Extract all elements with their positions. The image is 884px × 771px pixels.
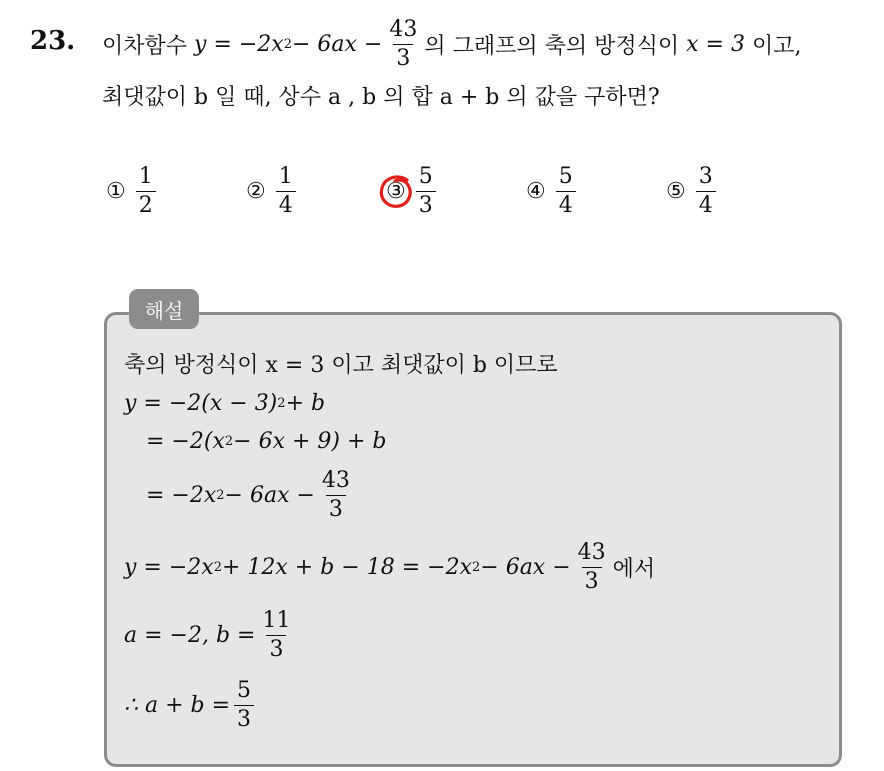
fraction-numerator: 11 bbox=[262, 608, 291, 634]
choice-3[interactable] bbox=[386, 156, 526, 226]
equation-part: − 6ax − bbox=[291, 31, 383, 57]
fraction bbox=[556, 165, 576, 216]
equation-part: = −2x bbox=[146, 482, 217, 508]
fraction-numerator: 43 bbox=[577, 540, 606, 566]
solution-line-4 bbox=[146, 462, 357, 528]
solution-tab-label: 해설 bbox=[129, 289, 199, 329]
fraction bbox=[319, 469, 353, 520]
fraction-numerator: 43 bbox=[321, 468, 350, 494]
equation-part: − 6x + 9) + b bbox=[233, 428, 387, 454]
choice-4[interactable] bbox=[526, 156, 666, 226]
equation-part: ∴ a + b = bbox=[124, 692, 231, 718]
question-line-2: 최댓값이 b 일 때, 상수 a , b 의 합 a + b 의 값을 구하면? bbox=[102, 85, 660, 110]
fraction bbox=[386, 18, 420, 69]
fraction-numerator: 5 bbox=[558, 164, 573, 190]
fraction-denominator: 3 bbox=[266, 635, 286, 661]
fraction bbox=[259, 609, 293, 660]
equation-part: = −2(x bbox=[146, 428, 225, 454]
fraction bbox=[276, 165, 296, 216]
choice-number-label: ③ bbox=[386, 178, 406, 204]
fraction-numerator: 3 bbox=[698, 164, 713, 190]
choice-5[interactable] bbox=[666, 156, 806, 226]
equation-part: a = −2, b = bbox=[124, 622, 256, 648]
solution-line-7 bbox=[124, 672, 258, 738]
exponent: 2 bbox=[471, 559, 481, 575]
choice-number: ④ bbox=[526, 178, 546, 204]
solution-line-2 bbox=[124, 386, 325, 420]
fraction-denominator: 4 bbox=[556, 191, 576, 217]
fraction-denominator: 4 bbox=[276, 191, 296, 217]
solution-line-5 bbox=[124, 534, 655, 600]
equation-part: + b bbox=[285, 390, 326, 416]
fraction-denominator: 4 bbox=[696, 191, 716, 217]
fraction-numerator: 1 bbox=[278, 164, 293, 190]
fraction-denominator: 3 bbox=[234, 705, 254, 731]
choice-2[interactable] bbox=[246, 156, 386, 226]
choice-number: ⑤ bbox=[666, 178, 686, 204]
exponent: 2 bbox=[216, 487, 225, 503]
exponent: 2 bbox=[224, 433, 234, 449]
fraction-denominator: 3 bbox=[393, 44, 413, 70]
choice-number: ① bbox=[106, 178, 126, 204]
question-line-1 bbox=[102, 14, 801, 74]
question-text: 이고, bbox=[751, 33, 802, 59]
choice-number bbox=[386, 179, 406, 204]
question-text: 의 그래프의 축의 방정식이 bbox=[424, 33, 680, 59]
equation-part: y = −2(x − 3) bbox=[124, 390, 278, 416]
equation-part: + 12x + b − 18 = −2x bbox=[221, 554, 472, 580]
exponent: 2 bbox=[283, 36, 292, 52]
question-text: 이차함수 bbox=[102, 33, 188, 59]
equation-part: y = −2x bbox=[124, 554, 214, 580]
answer-choices bbox=[106, 156, 806, 226]
choice-1[interactable] bbox=[106, 156, 246, 226]
question-number: 23. bbox=[30, 26, 76, 56]
choice-number: ② bbox=[246, 178, 266, 204]
exponent: 2 bbox=[213, 559, 222, 575]
fraction-denominator: 3 bbox=[582, 567, 602, 593]
solution-text: 에서 bbox=[612, 556, 656, 582]
solution-line-6 bbox=[124, 602, 297, 668]
solution-text: 축의 방정식이 x = 3 이고 최댓값이 b 이므로 bbox=[124, 352, 558, 378]
fraction-numerator: 5 bbox=[418, 164, 433, 190]
fraction-denominator: 2 bbox=[136, 191, 156, 217]
fraction-denominator: 3 bbox=[416, 191, 436, 217]
equation-part: − 6ax − bbox=[480, 554, 571, 580]
fraction-numerator: 5 bbox=[237, 678, 252, 704]
fraction bbox=[234, 679, 254, 730]
exponent: 2 bbox=[277, 395, 286, 411]
equation-part: y = −2x bbox=[194, 31, 284, 57]
fraction-denominator: 3 bbox=[326, 495, 346, 521]
solution-line-1 bbox=[124, 346, 558, 380]
solution-line-3 bbox=[146, 424, 386, 458]
equation-part: − 6ax − bbox=[224, 482, 315, 508]
fraction bbox=[416, 165, 436, 216]
axis-equation: x = 3 bbox=[686, 31, 745, 57]
fraction-numerator: 1 bbox=[138, 164, 153, 190]
fraction-numerator: 43 bbox=[389, 17, 418, 43]
fraction bbox=[696, 165, 716, 216]
fraction bbox=[136, 165, 156, 216]
fraction bbox=[575, 541, 609, 592]
